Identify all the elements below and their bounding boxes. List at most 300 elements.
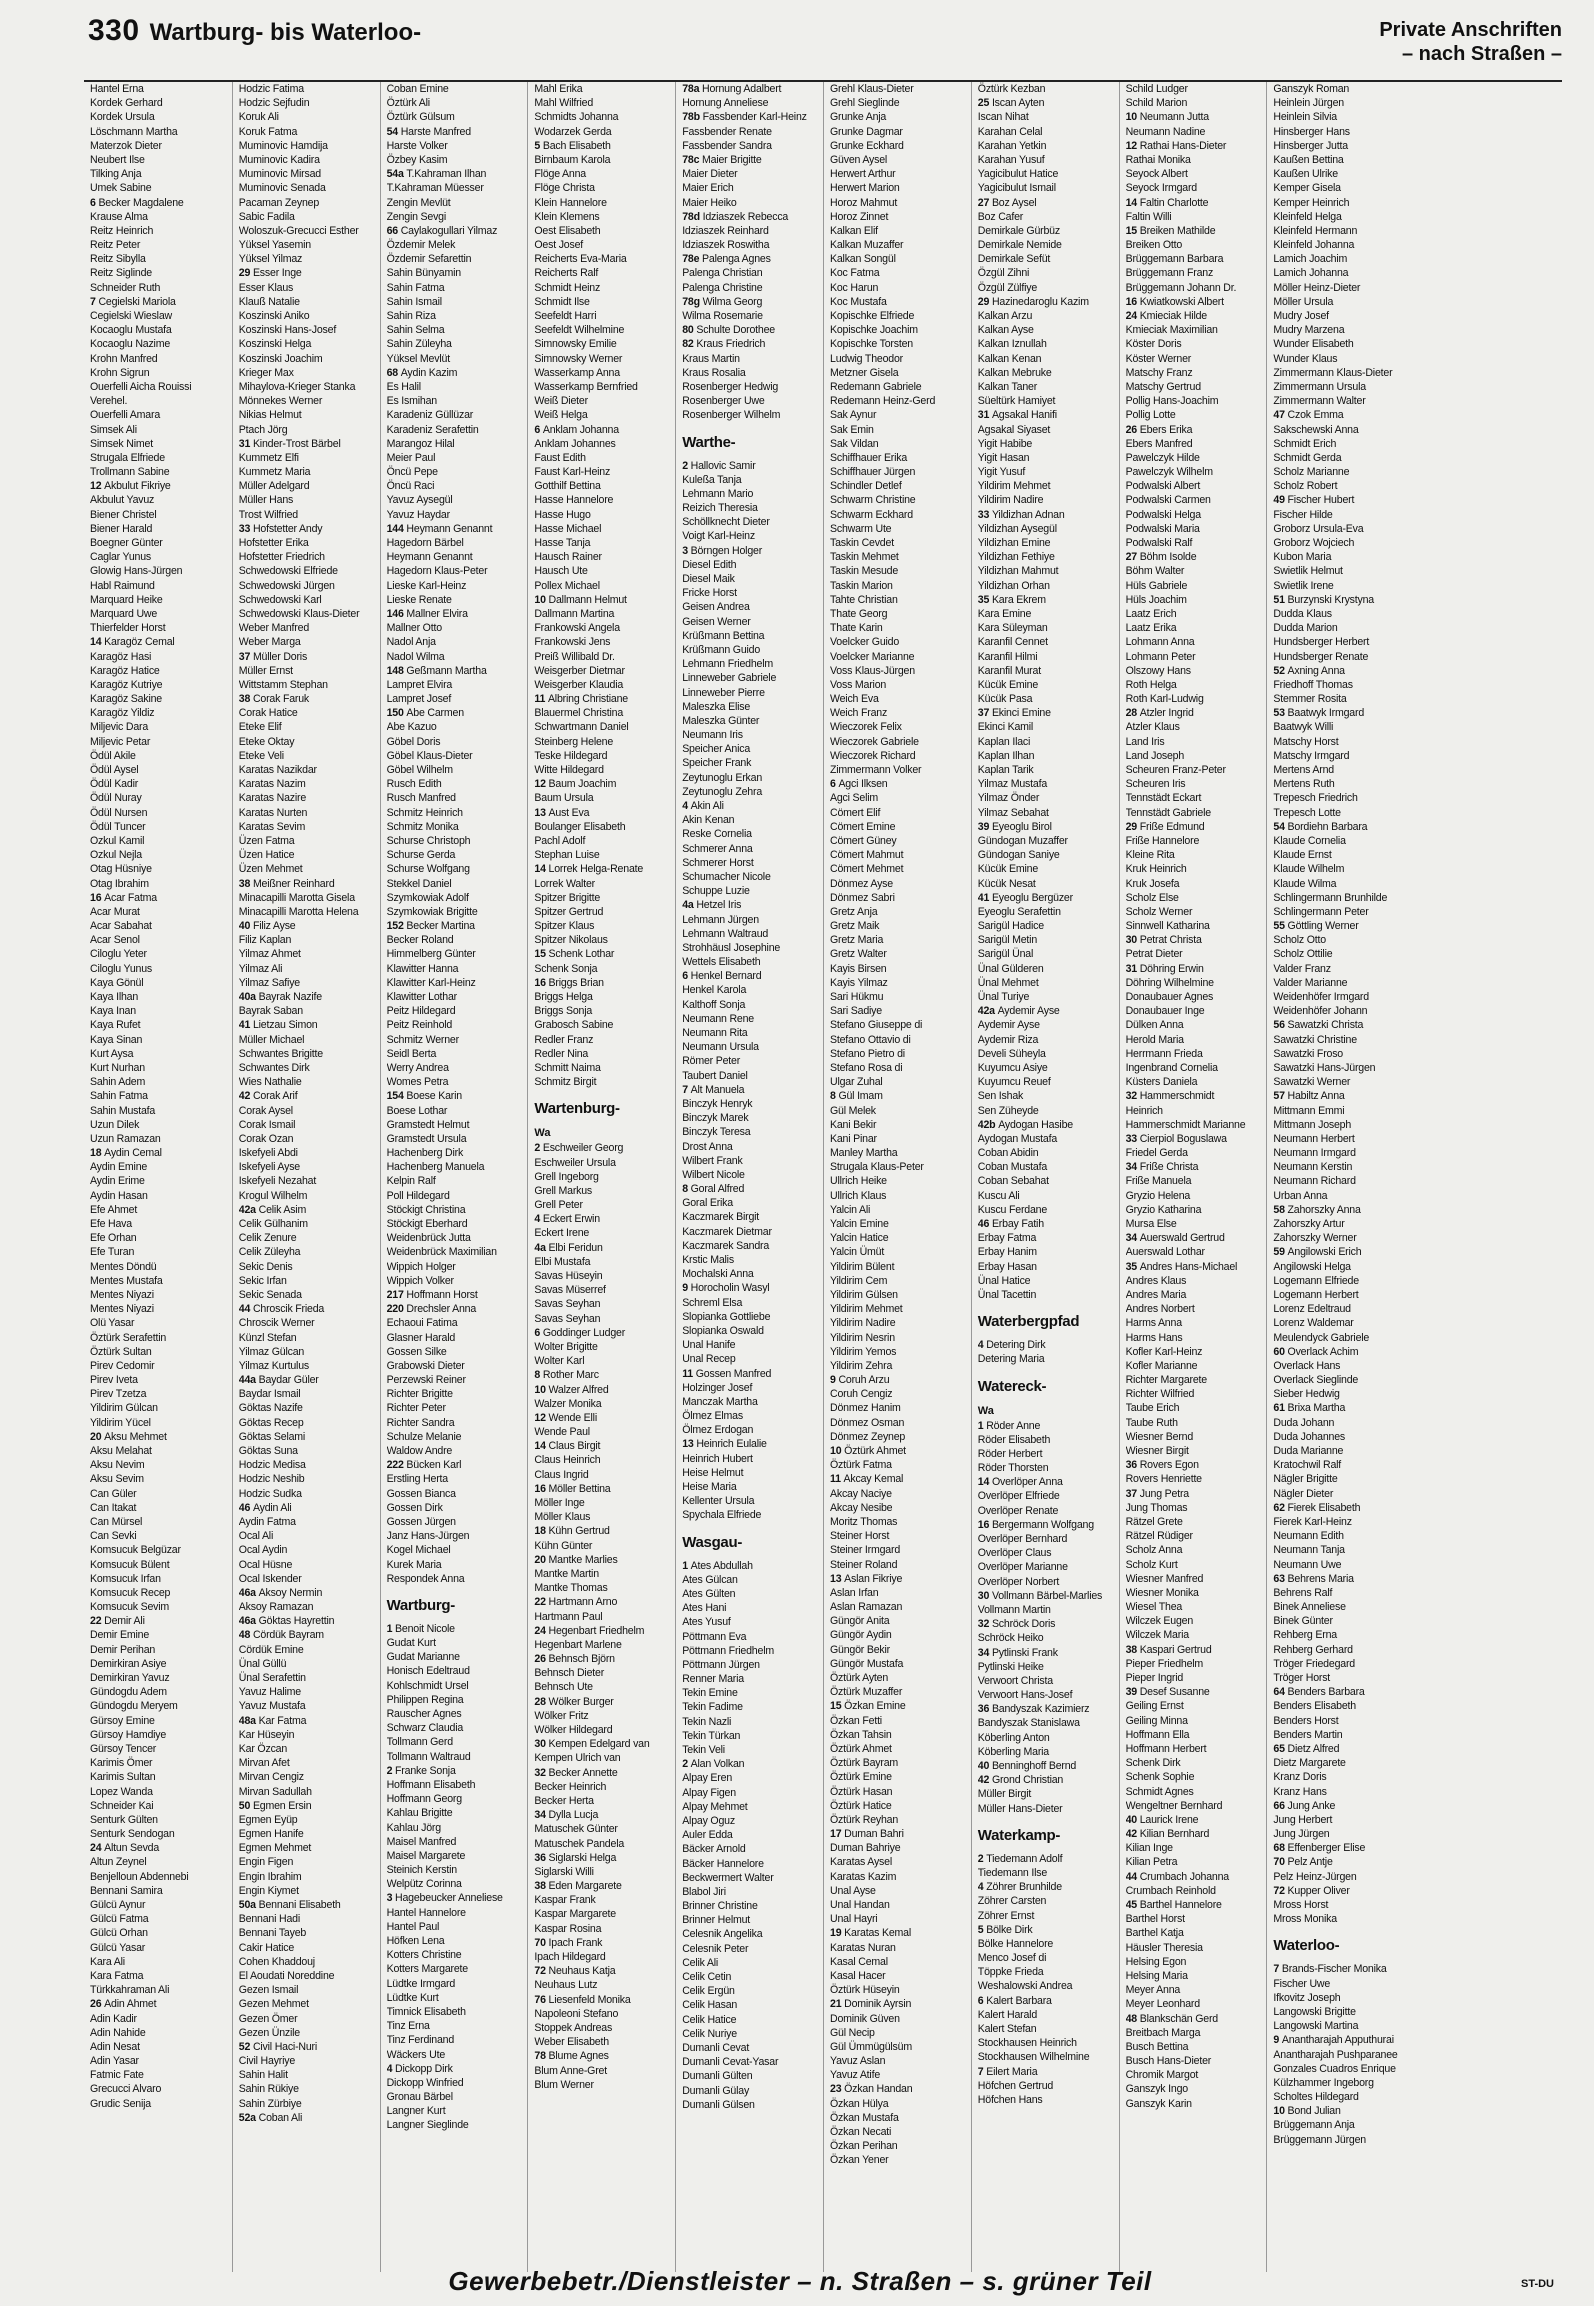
resident-entry: Simnowsky Werner — [534, 352, 623, 365]
resident-entry: Hantel Hannelore — [386, 1906, 466, 1919]
resident-entry: Es Ismihan — [386, 395, 437, 408]
resident-entry: Linneweber Gabriele — [682, 672, 777, 685]
resident-entry: Walzer Monika — [534, 1397, 602, 1410]
resident-entry: Ocal Aydin — [238, 1544, 288, 1557]
resident-entry: Sekic Denis — [238, 1260, 293, 1273]
resident-entry: Löschmann Martha — [90, 125, 178, 138]
resident-entry: Pollex Michael — [534, 579, 600, 592]
resident-entry: Höfchen Hans — [977, 2093, 1043, 2106]
resident-entry: Köberling Anton — [977, 1731, 1050, 1744]
resident-entry: Sak Emin — [830, 423, 874, 436]
resident-entry: Gürsoy Hamdiye — [90, 1728, 167, 1741]
resident-entry: Voelcker Guido — [830, 636, 900, 649]
resident-entry: 28 Atzler Ingrid — [1125, 707, 1194, 720]
resident-entry: Möller Heinz-Dieter — [1273, 281, 1361, 294]
resident-entry: Akbulut Yavuz — [90, 494, 155, 507]
resident-entry: Tennstädt Gabriele — [1125, 806, 1211, 819]
resident-entry: Hüls Gabriele — [1125, 579, 1188, 592]
resident-entry: Pieper Friedhelm — [1125, 1657, 1204, 1670]
resident-entry: 33 Yildizhan Adnan — [977, 508, 1065, 521]
resident-entry: Ouerfelli Aicha Rouissi — [90, 380, 192, 393]
resident-entry: Fierek Karl-Heinz — [1273, 1515, 1352, 1528]
resident-entry: 78d Idziaszek Rebecca — [682, 210, 789, 223]
resident-entry: Weiß Helga — [534, 409, 588, 422]
resident-entry: Chroscik Werner — [238, 1317, 315, 1330]
resident-entry: Bennani Tayeb — [238, 1927, 307, 1940]
resident-entry: 36 Siglarski Helga — [534, 1851, 617, 1864]
resident-entry: Ölmez Erdogan — [682, 1424, 754, 1437]
resident-entry: Sari Hükmu — [830, 991, 884, 1003]
resident-entry: Ebers Manfred — [1125, 437, 1193, 450]
resident-entry: Kopischke Torsten — [830, 338, 913, 351]
resident-entry: Adin Kadir — [90, 2012, 137, 2025]
resident-entry: Celesnik Angelika — [682, 1928, 763, 1941]
resident-entry: Mentes Niyazi — [90, 1303, 154, 1316]
resident-entry: Rehberg Gerhard — [1273, 1643, 1353, 1656]
resident-entry: Renner Maria — [682, 1673, 744, 1686]
resident-entry: 52 Civil Haci-Nuri — [238, 2040, 318, 2053]
resident-entry: Yagicibulut Ismail — [977, 182, 1056, 195]
resident-entry: Otag Hüsniye — [90, 863, 152, 876]
resident-entry: Steinberg Helene — [534, 735, 614, 748]
resident-entry: Kücük Emine — [977, 863, 1039, 876]
resident-entry: Gezen Mehmet — [238, 1998, 309, 2011]
resident-entry: Gezen Ismail — [238, 1984, 299, 1997]
resident-entry: Ganszyk Karin — [1125, 2097, 1192, 2110]
resident-entry: Kummetz Elfi — [238, 451, 299, 464]
resident-entry: Künzl Stefan — [238, 1331, 297, 1344]
resident-entry: Ates Hani — [682, 1602, 727, 1615]
resident-entry: Sinnwell Katharina — [1125, 920, 1210, 933]
resident-entry: Gudat Marianne — [386, 1651, 460, 1664]
resident-entry: Göktas Recep — [238, 1416, 304, 1429]
resident-entry: Kar Özcan — [238, 1742, 288, 1755]
resident-entry: Tiedemann Ilse — [977, 1866, 1048, 1879]
resident-entry: 148 Geßmann Martha — [386, 664, 487, 677]
resident-entry: Wilbert Nicole — [682, 1168, 745, 1181]
resident-entry: Karagöz Hatice — [90, 664, 160, 677]
resident-entry: Biener Harald — [90, 522, 153, 535]
resident-entry: Wiesner Monika — [1125, 1586, 1199, 1599]
resident-entry: Linneweber Pierre — [682, 686, 765, 699]
resident-entry: Wieczorek Gabriele — [830, 735, 919, 748]
resident-entry: Römer Peter — [682, 1055, 741, 1068]
resident-entry: Rovers Henriette — [1125, 1473, 1202, 1486]
resident-entry: Coban Abidin — [977, 1147, 1039, 1160]
resident-entry: Krogul Wilhelm — [238, 1189, 308, 1202]
resident-entry: Heise Maria — [682, 1481, 737, 1493]
resident-entry: Mönnekes Werner — [238, 395, 323, 408]
resident-entry: Hagedorn Bärbel — [386, 537, 464, 549]
resident-entry: Klawitter Hanna — [386, 962, 459, 975]
resident-entry: Nikias Helmut — [238, 409, 302, 422]
resident-entry: Savas Müserref — [534, 1284, 606, 1297]
resident-entry: Schmidt Gerda — [1273, 451, 1342, 464]
resident-entry: Hegenbart Marlene — [534, 1638, 622, 1651]
resident-entry: Philippen Regina — [386, 1693, 464, 1706]
resident-entry: Koruk Fatma — [238, 125, 298, 138]
resident-entry: 38 Eden Margarete — [534, 1880, 622, 1893]
resident-entry: Schenk Dirk — [1125, 1757, 1181, 1770]
resident-entry: Roth Helga — [1125, 678, 1177, 691]
resident-entry: Benders Martin — [1273, 1728, 1343, 1741]
resident-entry: 1 Ates Abdullah — [682, 1559, 753, 1572]
resident-entry: 57 Habiltz Anna — [1273, 1090, 1345, 1103]
resident-entry: Strugala Elfriede — [90, 451, 165, 464]
resident-entry: Kaspar Margarete — [534, 1908, 616, 1921]
resident-entry: Taskin Mesude — [830, 565, 899, 578]
resident-entry: Werry Andrea — [386, 1061, 449, 1074]
resident-entry: Tekin Türkan — [682, 1729, 741, 1742]
resident-entry: Palenga Christian — [682, 267, 763, 280]
resident-entry: 26 Adin Ahmet — [90, 1998, 157, 2011]
resident-entry: Unal Ayse — [830, 1884, 876, 1897]
resident-entry: Alpay Eren — [682, 1772, 733, 1785]
resident-entry: 8 Goral Alfred — [682, 1183, 745, 1196]
resident-entry: Meyer Anna — [1125, 1984, 1181, 1997]
resident-entry: Iskefyeli Ayse — [238, 1161, 300, 1174]
resident-entry: Minacapilli Marotta Gisela — [238, 891, 355, 904]
resident-entry: Kopischke Elfriede — [830, 310, 915, 322]
resident-entry: Wittstamm Stephan — [238, 678, 328, 691]
resident-entry: Yilmaz Mustafa — [977, 778, 1048, 791]
resident-entry: 13 Aslan Fikriye — [830, 1572, 903, 1585]
resident-entry: Geiling Ernst — [1125, 1700, 1184, 1713]
resident-entry: 10 Öztürk Ahmet — [830, 1445, 906, 1457]
resident-entry: Acar Senol — [90, 934, 140, 947]
resident-entry: Karagöz Sakine — [90, 693, 162, 706]
resident-entry: Ates Yusuf — [682, 1616, 731, 1629]
resident-entry: Behnsch Dieter — [534, 1667, 605, 1680]
resident-entry: Neumann Nadine — [1125, 125, 1206, 138]
resident-entry: Yagicibulut Hatice — [977, 168, 1059, 181]
resident-entry: Sekic Irfan — [238, 1274, 287, 1287]
resident-entry: Özdemir Sefarettin — [386, 253, 472, 266]
resident-entry: Wodarzek Gerda — [534, 125, 612, 138]
resident-entry: Gülcü Yasar — [90, 1941, 146, 1954]
listing-columns — [84, 82, 1562, 2272]
resident-entry: Scholz Anna — [1125, 1544, 1183, 1557]
resident-entry: Glowig Hans-Jürgen — [90, 565, 183, 578]
resident-entry: Gezen Ünzile — [238, 2026, 300, 2039]
resident-entry: Müller Birgit — [977, 1788, 1032, 1801]
resident-entry: Schwedowski Karl — [238, 593, 322, 606]
resident-entry: 53 Baatwyk Irmgard — [1273, 707, 1365, 720]
resident-entry: Schwantes Brigitte — [238, 1047, 323, 1060]
resident-entry: Sawatzki Froso — [1273, 1047, 1344, 1060]
resident-entry: 46 Erbay Fatih — [977, 1218, 1044, 1230]
resident-entry: Binek Anneliese — [1273, 1601, 1346, 1614]
resident-entry: Herwert Arthur — [830, 168, 896, 181]
resident-entry: Böhm Walter — [1125, 565, 1185, 578]
resident-entry: Sarigül Hadice — [977, 920, 1044, 933]
resident-entry: Weidenbrück Jutta — [386, 1232, 471, 1245]
header-left — [88, 14, 421, 48]
resident-entry: Kuyumcu Asiye — [977, 1061, 1048, 1074]
resident-entry: Köberling Maria — [977, 1745, 1049, 1758]
resident-entry: Tollmann Gerd — [386, 1736, 453, 1749]
resident-entry: Chromik Margot — [1125, 2069, 1199, 2082]
resident-entry: Benders Horst — [1273, 1714, 1339, 1727]
resident-entry: 217 Hoffmann Horst — [386, 1288, 478, 1301]
street-heading: Wartenburg- — [534, 1100, 620, 1118]
resident-entry: Celik Zenure — [238, 1232, 297, 1245]
resident-entry: Harms Hans — [1125, 1331, 1183, 1344]
resident-entry: Scheuren Franz-Peter — [1125, 764, 1226, 776]
resident-entry: Gryzio Katharina — [1125, 1203, 1202, 1216]
resident-entry: Yildirim Yemos — [830, 1345, 897, 1358]
resident-entry: Overlöper Claus — [977, 1547, 1052, 1560]
resident-entry: 46a Göktas Hayrettin — [238, 1615, 335, 1628]
resident-entry: Cegielski Wieslaw — [90, 310, 172, 322]
resident-entry: 18 Aydin Cemal — [90, 1147, 162, 1160]
resident-entry: 1 Benoit Nicole — [386, 1622, 455, 1635]
resident-entry: Aslan Irfan — [830, 1586, 879, 1599]
resident-entry: Weiß Dieter — [534, 395, 588, 408]
resident-entry: Duman Bahriye — [830, 1842, 901, 1855]
resident-entry: Kaplan Tarik — [977, 764, 1034, 776]
resident-entry: Can Güler — [90, 1487, 137, 1500]
resident-entry: Güven Aysel — [830, 153, 888, 166]
resident-entry: 222 Bücken Karl — [386, 1459, 462, 1472]
resident-entry: Ganszyk Roman — [1273, 83, 1350, 95]
resident-entry: Köster Doris — [1125, 338, 1182, 351]
resident-entry: Karadeniz Güllüzar — [386, 409, 474, 422]
resident-entry: Öztürk Fatma — [830, 1459, 892, 1472]
resident-entry: Kücük Pasa — [977, 693, 1033, 706]
resident-entry: Aydin Emine — [90, 1161, 148, 1174]
resident-entry: Richter Sandra — [386, 1416, 455, 1429]
resident-entry: Briggs Helga — [534, 991, 593, 1003]
resident-entry: Kilian Inge — [1125, 1842, 1173, 1855]
resident-entry: 42b Aydogan Hasibe — [977, 1118, 1073, 1131]
resident-entry: Yildirim Gülcan — [90, 1402, 158, 1415]
resident-entry: Yigit Hasan — [977, 451, 1030, 464]
resident-entry: Dietz Margarete — [1273, 1757, 1346, 1770]
resident-entry: Lorrek Walter — [534, 877, 595, 890]
resident-entry: Claus Heinrich — [534, 1454, 601, 1467]
resident-entry: Zengin Sevgi — [386, 210, 447, 223]
resident-entry: Yildirim Gülsen — [830, 1288, 898, 1301]
resident-entry: Reitz Siglinde — [90, 267, 152, 280]
resident-entry: 64 Benders Barbara — [1273, 1686, 1365, 1699]
resident-entry: 78g Wilma Georg — [682, 295, 763, 308]
resident-entry: Engin Kiymet — [238, 1884, 299, 1897]
resident-entry: 6 Henkel Bernard — [682, 970, 762, 983]
resident-entry: 14 Claus Birgit — [534, 1440, 601, 1453]
resident-entry: Binczyk Marek — [682, 1112, 749, 1125]
resident-entry: 29 Esser Inge — [238, 267, 302, 280]
resident-entry: Wasserkamp Anna — [534, 366, 620, 379]
resident-entry: Hoffmann Georg — [386, 1793, 462, 1806]
resident-entry: Kalkan Ayse — [977, 324, 1034, 337]
resident-entry: Umek Sabine — [90, 182, 152, 195]
resident-entry: Türkkahraman Ali — [90, 1984, 170, 1997]
resident-entry: 32 Schröck Doris — [977, 1618, 1056, 1631]
resident-entry: Grell Peter — [534, 1199, 583, 1212]
resident-entry: Kalkan Iznullah — [977, 338, 1047, 351]
resident-entry: Stöckigt Christina — [386, 1203, 466, 1216]
resident-entry: Stephan Luise — [534, 849, 600, 862]
resident-entry: Pieper Ingrid — [1125, 1672, 1184, 1684]
resident-entry: Karagöz Kutriye — [90, 678, 163, 691]
resident-entry: Kani Bekir — [830, 1118, 877, 1131]
resident-entry: Möller Klaus — [534, 1511, 591, 1524]
resident-entry: 38 Corak Faruk — [238, 693, 310, 706]
resident-entry: Meyer Leonhard — [1125, 1998, 1200, 2011]
resident-entry: 70 Pelz Antje — [1273, 1856, 1333, 1869]
resident-entry: Öztürk Gülsum — [386, 111, 455, 124]
resident-entry: Frankowski Angela — [534, 622, 620, 635]
resident-entry: Rätzel Rüdiger — [1125, 1530, 1193, 1543]
resident-entry: Auler Edda — [682, 1829, 733, 1842]
resident-entry: Göbel Wilhelm — [386, 764, 453, 776]
resident-entry: Friedel Gerda — [1125, 1147, 1188, 1160]
resident-entry: 220 Drechsler Anna — [386, 1303, 477, 1316]
resident-entry: Olü Yasar — [90, 1317, 135, 1330]
resident-entry: 5 Bölke Dirk — [977, 1923, 1033, 1936]
resident-entry: Mochalski Anna — [682, 1268, 754, 1281]
resident-entry: Grecucci Alvaro — [90, 2083, 162, 2096]
resident-entry: Lehmann Jürgen — [682, 913, 759, 926]
resident-entry: Ekinci Kamil — [977, 721, 1034, 734]
resident-entry: Matschy Horst — [1273, 735, 1339, 748]
resident-entry: Simnowsky Emilie — [534, 338, 617, 351]
resident-entry: 11 Albring Christiane — [534, 693, 628, 706]
resident-entry: 78c Maier Brigitte — [682, 153, 762, 166]
resident-entry: Schöllknecht Dieter — [682, 516, 770, 529]
resident-entry: Kleinfeld Helga — [1273, 210, 1342, 223]
resident-entry: Steiner Horst — [830, 1530, 890, 1543]
resident-entry: Hachenberg Manuela — [386, 1161, 485, 1174]
resident-entry: Pollig Hans-Joachim — [1125, 395, 1219, 408]
resident-entry: Möller Inge — [534, 1497, 585, 1509]
resident-entry: Reitz Sibylla — [90, 253, 146, 266]
resident-entry: Pelz Heinz-Jürgen — [1273, 1870, 1357, 1883]
resident-entry: Wende Paul — [534, 1426, 590, 1439]
resident-entry: 15 Özkan Emine — [830, 1700, 906, 1713]
resident-entry: 42a Celik Asim — [238, 1203, 307, 1216]
resident-entry: Kurt Nurhan — [90, 1061, 145, 1074]
resident-entry: Akcay Naciye — [830, 1487, 892, 1500]
resident-entry: 10 Neumann Jutta — [1125, 111, 1209, 124]
resident-entry: 146 Mallner Elvira — [386, 607, 468, 620]
resident-entry: Kaczmarek Dietmar — [682, 1225, 772, 1238]
resident-entry: 76 Liesenfeld Monika — [534, 1993, 631, 2006]
resident-entry: Aydogan Mustafa — [977, 1132, 1058, 1145]
resident-entry: Wilma Rosemarie — [682, 310, 763, 322]
resident-entry: Karatas Kazim — [830, 1870, 897, 1883]
resident-entry: Maisel Manfred — [386, 1835, 457, 1848]
resident-entry: 2 Alan Volkan — [682, 1758, 745, 1771]
resident-entry: Jung Herbert — [1273, 1813, 1333, 1826]
resident-entry: 11 Akcay Kemal — [830, 1473, 904, 1486]
resident-entry: Schuppe Luzie — [682, 885, 750, 898]
resident-entry: Baydar Ismail — [238, 1388, 301, 1401]
resident-entry: 41 Eyeoglu Bergüzer — [977, 891, 1073, 904]
resident-entry: Kmieciak Maximilian — [1125, 324, 1218, 337]
resident-entry: 38 Meißner Reinhard — [238, 877, 335, 890]
resident-entry: Otag Ibrahim — [90, 877, 149, 890]
resident-entry: Beckwermert Walter — [682, 1871, 774, 1884]
resident-entry: Özgül Zihni — [977, 267, 1030, 280]
resident-entry: Aksoy Ramazan — [238, 1601, 314, 1614]
directory-column — [1266, 82, 1414, 2272]
resident-entry: Zengin Mevlüt — [386, 196, 451, 209]
resident-entry: Neubert Ilse — [90, 153, 145, 166]
resident-entry: Müller Michael — [238, 1033, 305, 1046]
resident-entry: Glasner Harald — [386, 1331, 456, 1344]
resident-entry: 58 Zahorszky Anna — [1273, 1203, 1361, 1216]
resident-entry: Klaude Wilma — [1273, 877, 1337, 890]
resident-entry: Sarigül Ünal — [977, 948, 1034, 961]
resident-entry: Mihaylova-Krieger Stanka — [238, 380, 356, 393]
resident-entry: Yildizhan Orhan — [977, 579, 1050, 592]
resident-entry: Gündogan Muzaffer — [977, 834, 1068, 847]
resident-entry: 78a Hornung Adalbert — [682, 83, 782, 95]
resident-entry: Kogel Michael — [386, 1544, 451, 1557]
resident-entry: 61 Brixa Martha — [1273, 1402, 1346, 1415]
resident-entry: Meulendyck Gabriele — [1273, 1331, 1370, 1344]
resident-entry: Dumanli Gülay — [682, 2084, 750, 2097]
resident-entry: Kuyumcu Reuef — [977, 1076, 1051, 1089]
resident-entry: 9 Anantharajah Apputhurai — [1273, 2034, 1394, 2047]
resident-entry: Mallner Otto — [386, 622, 442, 635]
resident-entry: Sawatzki Hans-Jürgen — [1273, 1061, 1376, 1074]
resident-entry: Trepesch Lotte — [1273, 806, 1341, 819]
resident-entry: Uzun Dilek — [90, 1118, 140, 1131]
resident-entry: Caglar Yunus — [90, 551, 152, 564]
resident-entry: Taskin Mehmet — [830, 551, 899, 564]
resident-entry: Gezen Ömer — [238, 2012, 298, 2025]
resident-entry: Maleszka Günter — [682, 714, 760, 727]
resident-entry: Schmitz Birgit — [534, 1076, 597, 1089]
resident-entry: Scholz Kurt — [1125, 1558, 1178, 1571]
resident-entry: Simsek Ali — [90, 423, 137, 436]
resident-entry: Karahan Yetkin — [977, 139, 1047, 152]
resident-entry: Ulgar Zuhal — [830, 1076, 883, 1089]
directory-column — [971, 82, 1119, 2272]
resident-entry: 40 Laurick Irene — [1125, 1813, 1199, 1826]
resident-entry: Celik Züleyha — [238, 1246, 301, 1259]
resident-entry: Komsucuk Recep — [90, 1586, 171, 1599]
resident-entry: Aydemir Ayse — [977, 1019, 1040, 1032]
resident-entry: Wolter Brigitte — [534, 1340, 598, 1353]
resident-entry: Nägler Brigitte — [1273, 1473, 1338, 1486]
resident-entry: Savas Seyhan — [534, 1312, 601, 1325]
resident-entry: Seefeldt Wilhelmine — [534, 324, 625, 337]
resident-entry: Röder Thorsten — [977, 1462, 1049, 1475]
resident-entry: 8 Rother Marc — [534, 1369, 599, 1382]
resident-entry: Acar Murat — [90, 905, 140, 918]
resident-entry: Marquard Uwe — [90, 607, 158, 620]
resident-entry: Tilking Anja — [90, 168, 142, 181]
resident-entry: Dönmez Ayse — [830, 877, 893, 890]
resident-entry: Özkan Tahsin — [830, 1728, 892, 1741]
resident-entry: 1 Röder Anne — [977, 1419, 1041, 1432]
directory-column — [823, 82, 971, 2272]
resident-entry: 54 Harste Manfred — [386, 125, 471, 138]
resident-entry: 51 Burzynski Krystyna — [1273, 593, 1375, 606]
resident-entry: Maier Dieter — [682, 168, 738, 181]
resident-entry: Schreml Elsa — [682, 1296, 743, 1309]
resident-entry: Röder Elisabeth — [977, 1433, 1051, 1446]
resident-entry: Duda Johann — [1273, 1416, 1335, 1429]
resident-entry: Trepesch Friedrich — [1273, 792, 1358, 805]
resident-entry: Stockhausen Wilhelmine — [977, 2051, 1090, 2064]
resident-entry: Fischer Hilde — [1273, 508, 1333, 521]
resident-entry: Jung Jürgen — [1273, 1828, 1330, 1841]
